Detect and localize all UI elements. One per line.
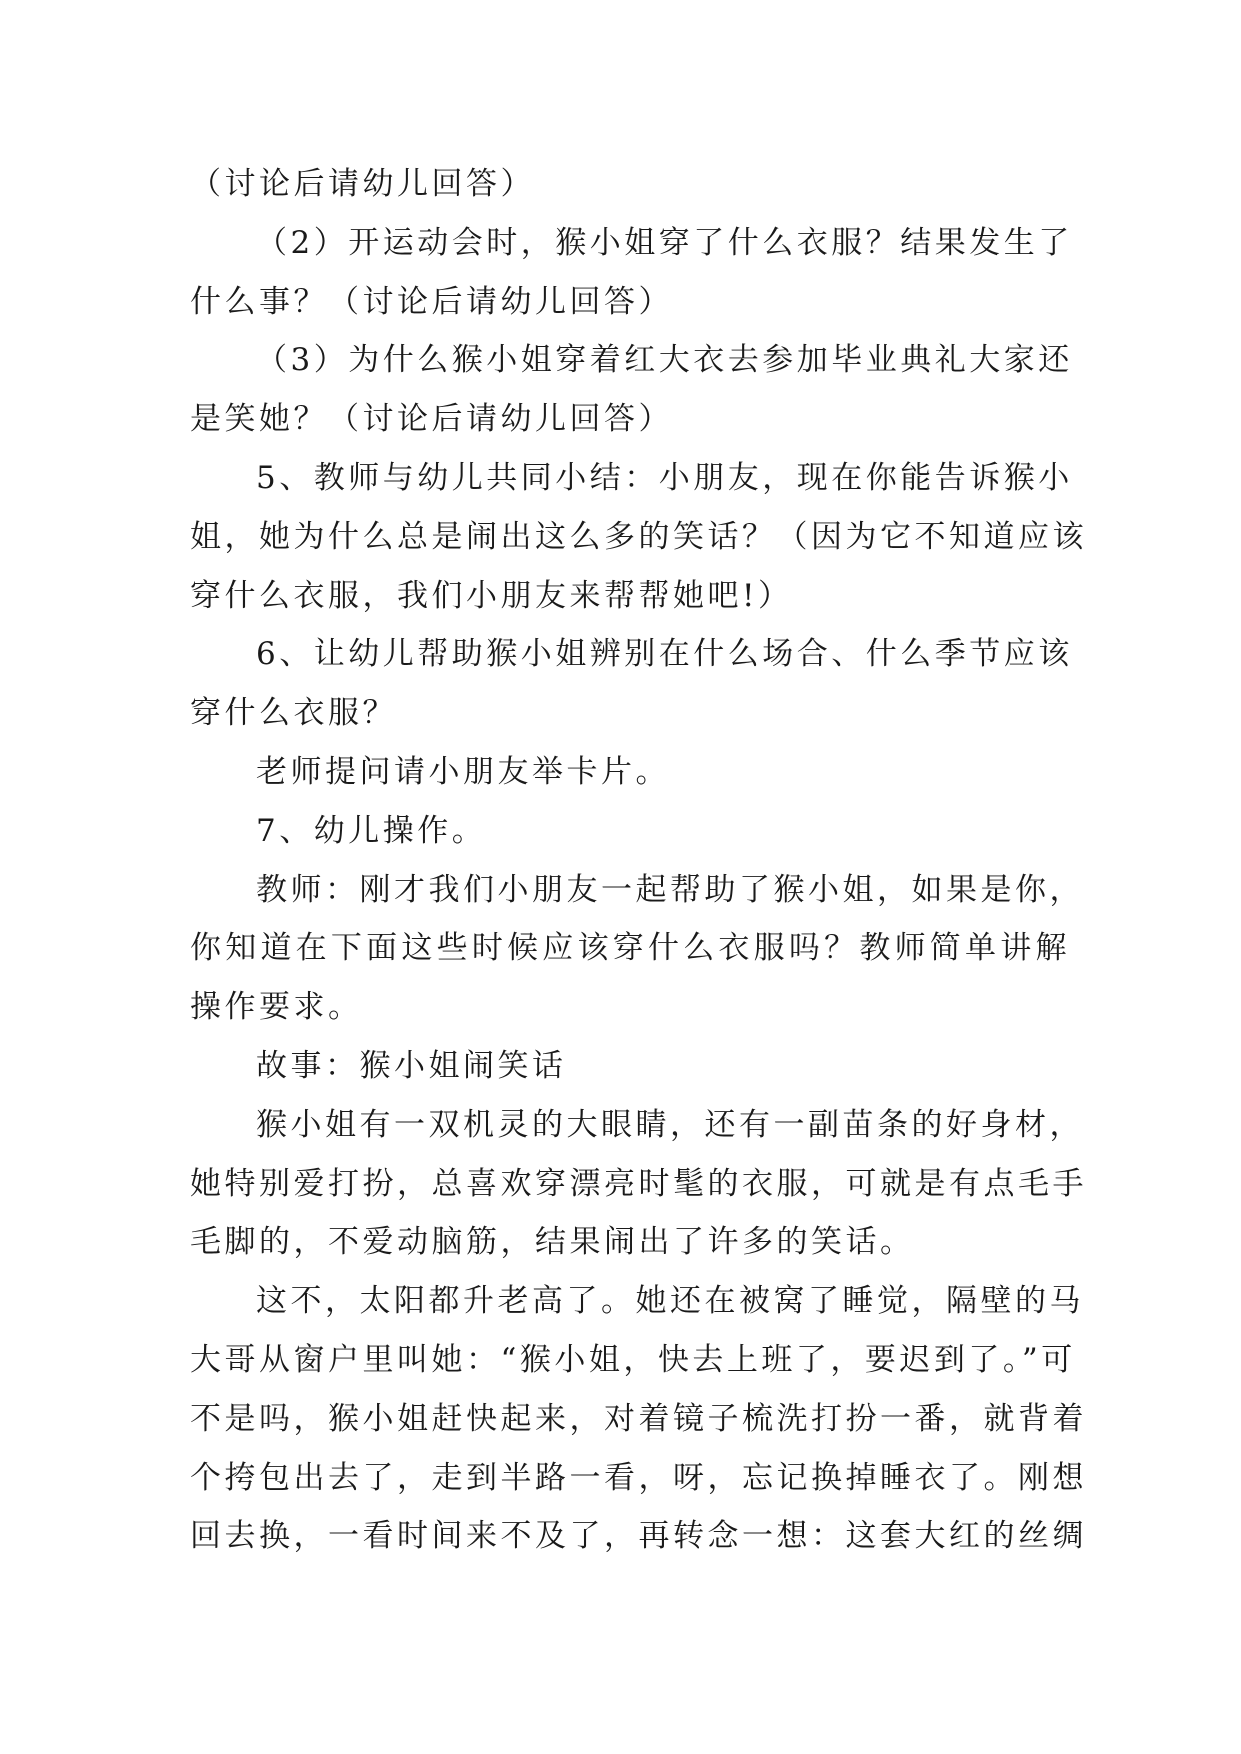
- text-line: 是笑她？（讨论后请幼儿回答）: [190, 401, 673, 438]
- text-line: 回去换，一看时间来不及了，再转念一想：这套大红的丝绸: [190, 1518, 1087, 1555]
- text-line: 你知道在下面这些时候应该穿什么衣服吗？教师简单讲解: [190, 930, 1070, 967]
- text-line: 穿什么衣服？: [190, 695, 397, 732]
- text-line: 个挎包出去了，走到半路一看，呀，忘记换掉睡衣了。刚想: [190, 1459, 1087, 1496]
- text-line: 操作要求。: [190, 989, 363, 1026]
- text-line: 6、让幼儿帮助猴小姐辨别在什么场合、什么季节应该: [256, 636, 1073, 673]
- text-line: 毛脚的，不爱动脑筋，结果闹出了许多的笑话。: [190, 1224, 915, 1261]
- body-text: [190, 155, 1087, 1566]
- text-line: 教师：刚才我们小朋友一起帮助了猴小姐，如果是你，: [256, 871, 1084, 908]
- text-line: 5、教师与幼儿共同小结：小朋友，现在你能告诉猴小: [256, 459, 1073, 496]
- text-line: 不是吗，猴小姐赶快起来，对着镜子梳洗打扮一番，就背着: [190, 1400, 1087, 1437]
- text-line: 7、幼儿操作。: [256, 812, 487, 849]
- text-line: （2）开运动会时，猴小姐穿了什么衣服？结果发生了: [256, 224, 1073, 261]
- text-line: 姐，她为什么总是闹出这么多的笑话？（因为它不知道应该: [190, 518, 1087, 555]
- text-line: 故事：猴小姐闹笑话: [256, 1047, 567, 1084]
- text-line: 猴小姐有一双机灵的大眼睛，还有一副苗条的好身材，: [256, 1106, 1084, 1143]
- text-line: 她特别爱打扮，总喜欢穿漂亮时髦的衣服，可就是有点毛手: [190, 1165, 1087, 1202]
- text-line: 什么事？（讨论后请幼儿回答）: [190, 283, 673, 320]
- text-line: （3）为什么猴小姐穿着红大衣去参加毕业典礼大家还: [256, 342, 1073, 379]
- text-line: 这不，太阳都升老高了。她还在被窝了睡觉，隔壁的马: [256, 1283, 1084, 1320]
- text-line: （讨论后请幼儿回答）: [190, 166, 535, 202]
- text-line: 老师提问请小朋友举卡片。: [256, 753, 670, 790]
- text-line: 穿什么衣服，我们小朋友来帮帮她吧!）: [190, 577, 793, 614]
- text-line: 大哥从窗户里叫她：“猴小姐，快去上班了，要迟到了。”可: [190, 1341, 1076, 1378]
